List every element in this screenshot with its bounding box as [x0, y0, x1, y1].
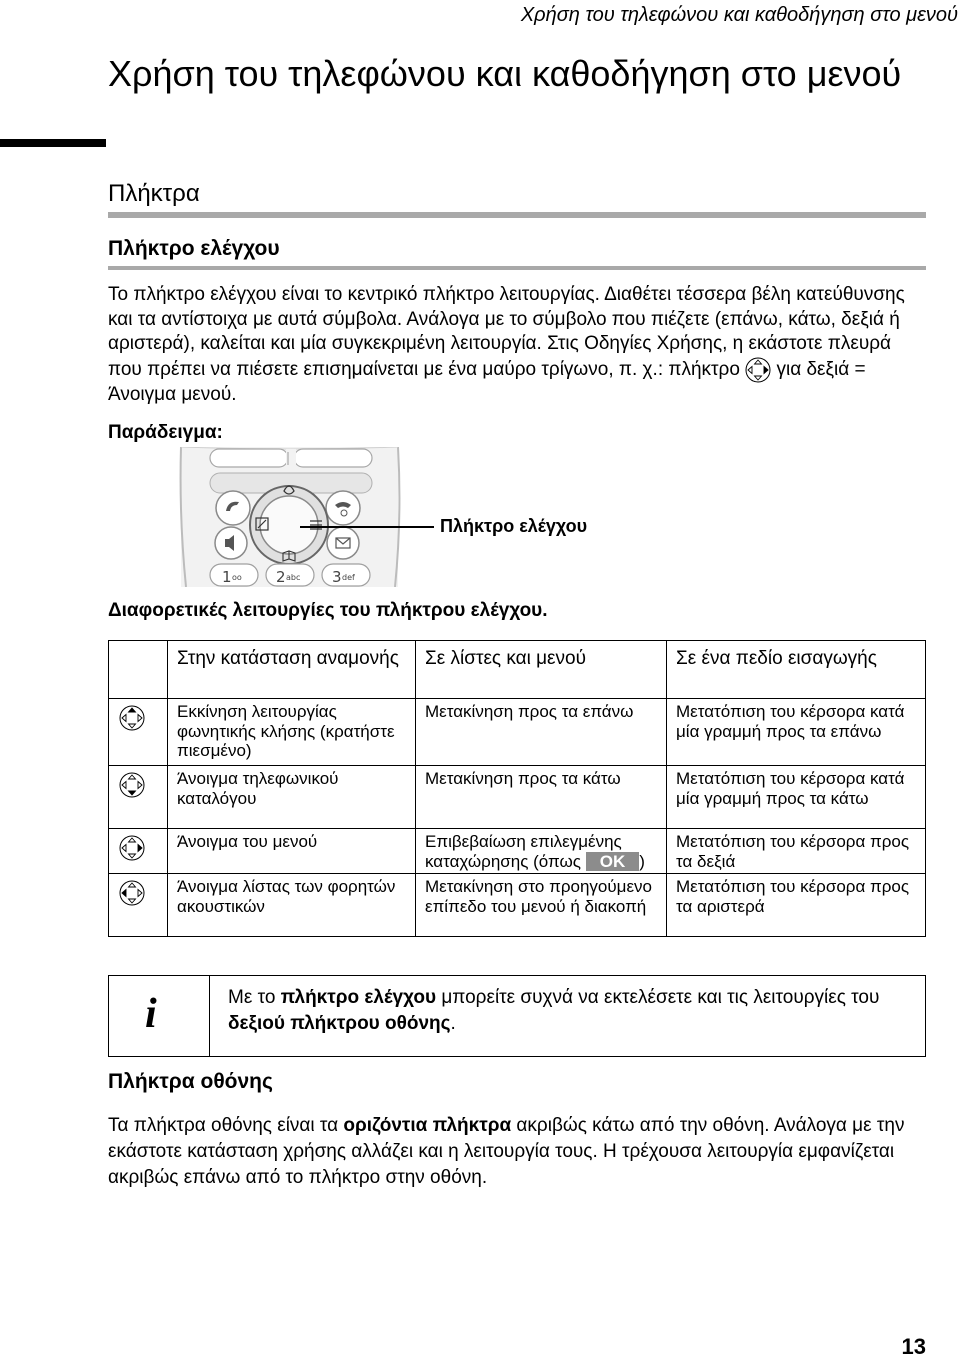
control-key-paragraph: [108, 283, 908, 407]
table-header: Στην κατάσταση αναμονής: [168, 641, 416, 699]
callout-label: Πλήκτρο ελέγχου: [440, 516, 588, 536]
display-keys-title: Πλήκτρα οθόνης: [108, 1070, 273, 1093]
section-title: Πλήκτρα: [108, 180, 200, 207]
figure-caption: Διαφορετικές λειτουργίες του πλήκτρου ελέγχου.: [108, 600, 548, 621]
nav-key-right-icon: [119, 835, 145, 861]
table-cell: Άνοιγμα λίστας των φορητών ακουστικών: [168, 874, 416, 937]
paragraph-tail: για δεξιά = Άνοιγμα μενού.: [108, 358, 866, 405]
table-row: [109, 766, 926, 829]
table-cell: Μετακίνηση στο προηγούμενο επίπεδο του μενού ή διακοπή: [416, 874, 667, 937]
control-key-title: Πλήκτρο ελέγχου: [108, 237, 280, 260]
nav-key-right-icon: [745, 357, 771, 383]
table-header-row: [109, 641, 926, 699]
table-cell: Μετατόπιση του κέρσορα κατά μία γραμμή προς τα επάνω: [667, 699, 926, 766]
running-header: Χρήση του τηλεφώνου και καθοδήγηση στο μενού: [520, 4, 958, 26]
table-cell: Άνοιγμα τηλεφωνικού καταλόγου: [168, 766, 416, 829]
svg-text:2: 2: [276, 568, 286, 586]
section-rule: [108, 212, 926, 218]
tip-box: [108, 975, 926, 1057]
chapter-title: Χρήση του τηλεφώνου και καθοδήγηση στο μενού: [108, 53, 902, 94]
confirm-text: Επιβεβαίωση επιλεγμένης καταχώρησης (όπως: [425, 832, 622, 871]
table-cell: Εκκίνηση λειτουργίας φωνητικής κλήσης (κρατήστε πιεσμένο): [168, 699, 416, 766]
svg-text:abc: abc: [286, 573, 301, 582]
table-cell: Μετακίνηση προς τα επάνω: [416, 699, 667, 766]
tip-divider: [209, 976, 210, 1056]
nav-key-up-icon: [119, 705, 145, 731]
display-keys-paragraph: Τα πλήκτρα οθόνης είναι τα οριζόντια πλήκτρα ακριβώς κάτω από την οθόνη. Ανάλογα με την εκάστοτε κατάσταση χρήσης αλλάζει και η λειτουργία τους. Η τρέχουσα λειτουργία εμφανίζεται ακριβώς επάνω από το πλήκτρο στην οθόνη.: [108, 1115, 905, 1188]
table-cell: Μετατόπιση του κέρσορα προς τα αριστερά: [667, 874, 926, 937]
table-cell: Άνοιγμα του μενού: [168, 829, 416, 874]
svg-text:3: 3: [332, 568, 342, 586]
table-header-empty: [109, 641, 168, 699]
example-label: Παράδειγμα:: [108, 422, 223, 443]
svg-text:def: def: [342, 573, 355, 582]
svg-text:1: 1: [222, 568, 232, 586]
callout-leader-line: [300, 526, 434, 528]
table-row: [109, 829, 926, 874]
phone-keypad-illustration: [176, 447, 406, 587]
page-number: 13: [901, 1334, 926, 1359]
chapter-marker-bar: [0, 139, 106, 147]
table-cell: [416, 829, 667, 874]
table-header: Σε λίστες και μενού: [416, 641, 667, 699]
paragraph-intro: Το πλήκτρο ελέγχου είναι το κεντρικό πλήκτρο λειτουργίας. Διαθέτει τέσσερα βέλη κατεύθυνσης και τα αντίστοιχα με αυτά σύμβολα. Ανάλογα με το σύμβολο που πιέζετε (επάνω, κάτω, δεξιά ή αριστερά), καλείται και μία συγκεκριμένη λειτουργία. Στις Οδηγίες Χρήσης, η εκάστοτε πλευρά που πρέπει να πιέσετε επισημαίνεται με ένα μαύρο τρίγωνο, π. χ.: πλήκτρο: [108, 284, 905, 380]
table-cell: Μετατόπιση του κέρσορα προς τα δεξιά: [667, 829, 926, 874]
svg-text:oo: oo: [232, 573, 242, 582]
table-row: [109, 699, 926, 766]
control-key-functions-table: [108, 640, 926, 937]
tip-text: Με το πλήκτρο ελέγχου μπορείτε συχνά να εκτελέσετε και τις λειτουργίες του δεξιού πλήκτρου οθόνης.: [228, 987, 880, 1034]
confirm-text-end: ): [639, 851, 645, 871]
subsection-rule: [108, 266, 926, 270]
table-cell: Μετακίνηση προς τα κάτω: [416, 766, 667, 829]
info-icon: i: [145, 991, 157, 1037]
table-cell: Μετατόπιση του κέρσορα κατά μία γραμμή προς τα κάτω: [667, 766, 926, 829]
ok-key-label: OK: [586, 852, 640, 871]
table-header: Σε ένα πεδίο εισαγωγής: [667, 641, 926, 699]
table-row: [109, 874, 926, 937]
nav-key-left-icon: [119, 880, 145, 906]
nav-key-down-icon: [119, 772, 145, 798]
